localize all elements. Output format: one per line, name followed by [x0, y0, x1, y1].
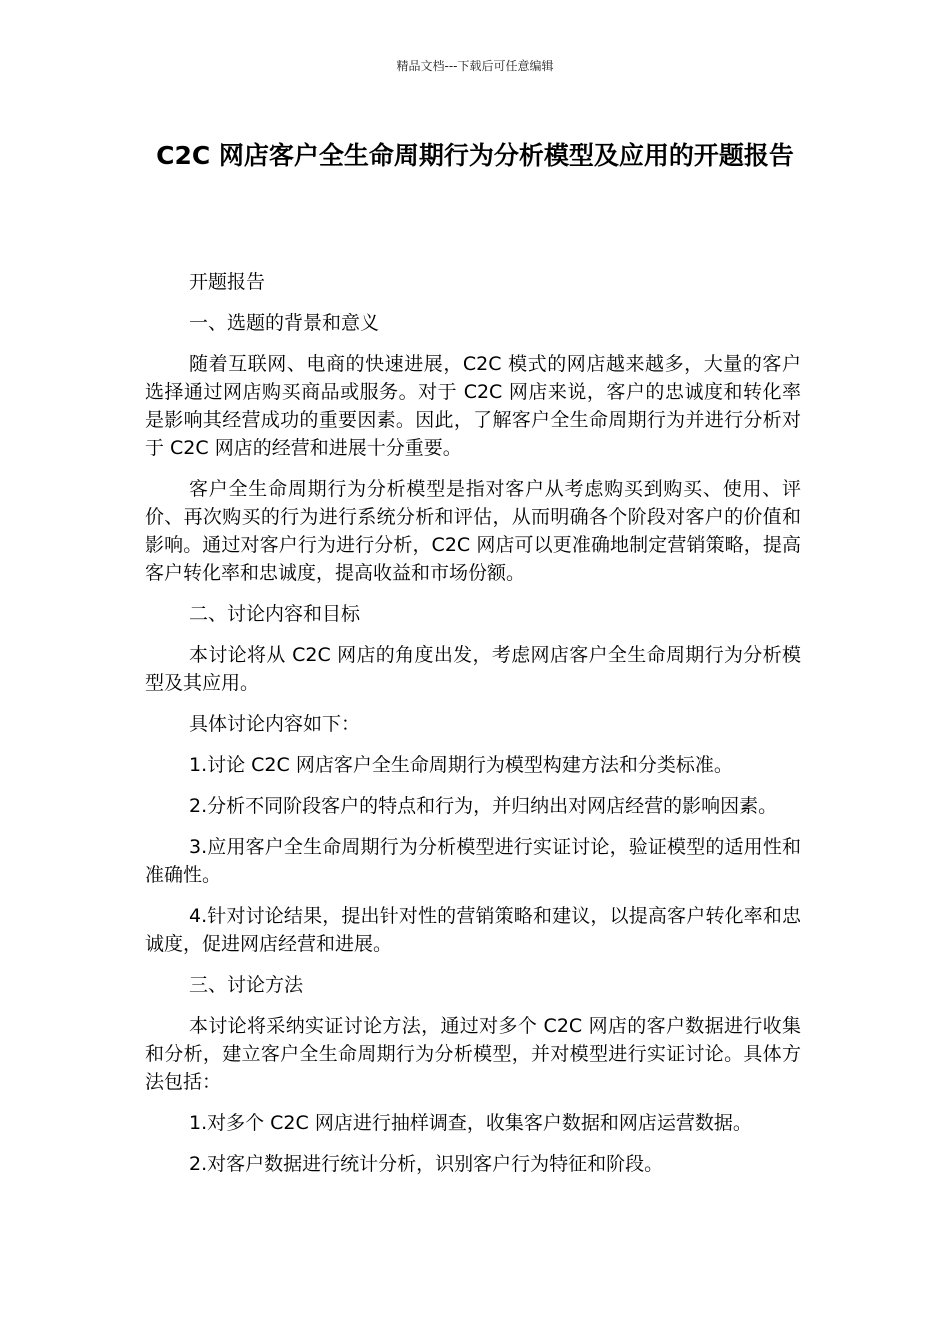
list-item-content-2: 2.分析不同阶段客户的特点和行为，并归纳出对网店经营的影响因素。	[189, 795, 778, 817]
list-item-content-4: 4.针对讨论结果，提出针对性的营销策略和建议，以提高客户转化率和忠诚度，促进网店经营和进展。	[145, 905, 801, 955]
list-item-content-1: 1.讨论 C2C 网店客户全生命周期行为模型构建方法和分类标准。	[189, 754, 733, 776]
paragraph-content-intro: 本讨论将从 C2C 网店的角度出发，考虑网店客户全生命周期行为分析模型及其应用。	[145, 644, 801, 694]
paragraph-background-1: 随着互联网、电商的快速进展，C2C 模式的网店越来越多，大量的客户选择通过网店购买商品或服务。对于 C2C 网店来说，客户的忠诚度和转化率是影响其经营成功的重要因素。因此，了解客户全生命周期行为并进行分析对于 C2C 网店的经营和进展十分重要。	[145, 353, 801, 459]
list-item-method-1: 1.对多个 C2C 网店进行抽样调查，收集客户数据和网店运营数据。	[189, 1112, 752, 1134]
document-title: C2C 网店客户全生命周期行为分析模型及应用的开题报告	[156, 141, 794, 170]
section-heading-background: 一、选题的背景和意义	[189, 312, 380, 334]
list-item-content-3: 3.应用客户全生命周期行为分析模型进行实证讨论，验证模型的适用性和准确性。	[145, 836, 801, 886]
list-item-method-2: 2.对客户数据进行统计分析，识别客户行为特征和阶段。	[189, 1153, 664, 1175]
paragraph-methods-intro: 本讨论将采纳实证讨论方法，通过对多个 C2C 网店的客户数据进行收集和分析，建立客户全生命周期行为分析模型，并对模型进行实证讨论。具体方法包括：	[145, 1015, 801, 1093]
document-body	[145, 268, 801, 1191]
section-heading-content-goals: 二、讨论内容和目标	[189, 603, 361, 625]
paragraph-content-list-lead: 具体讨论内容如下：	[189, 713, 361, 735]
paragraph-background-2: 客户全生命周期行为分析模型是指对客户从考虑购买到购买、使用、评价、再次购买的行为进行系统分析和评估，从而明确各个阶段对客户的价值和影响。通过对客户行为进行分析，C2C 网店可以更准确地制定营销策略，提高客户转化率和忠诚度，提高收益和市场份额。	[145, 478, 801, 584]
header-note: 精品文档---下载后可任意编辑	[396, 59, 554, 73]
section-heading-methods: 三、讨论方法	[189, 974, 304, 996]
section-label-report: 开题报告	[189, 271, 266, 293]
